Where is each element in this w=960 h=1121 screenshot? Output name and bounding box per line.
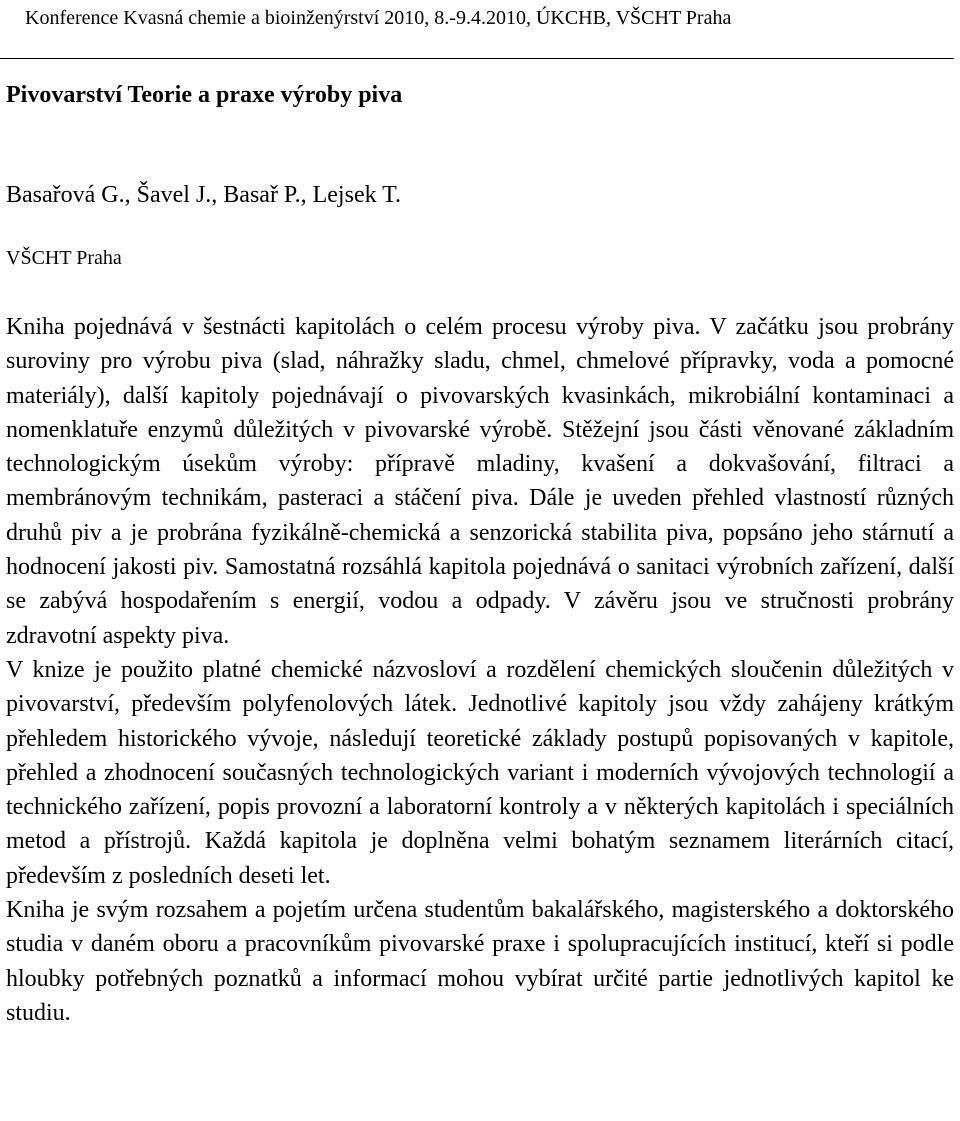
affiliation: VŠCHT Praha <box>6 247 122 269</box>
header-rule <box>0 58 954 59</box>
paragraph: Kniha je svým rozsahem a pojetím určena studentům bakalářského, magisterského a doktorského studia v daném oboru a pracovníkům pivovarské praxe i spolupracujících institucí, kteří si podle hloubky potřebných poznatků a informací mohou vybírat určité partie jednotlivých kapitol ke studiu. <box>6 897 954 1026</box>
paragraph: V knize je použito platné chemické názvosloví a rozdělení chemických sloučenin důležitých v pivovarství, především polyfenolových látek. Jednotlivé kapitoly jsou vždy zahájeny krátkým přehledem historického vývoje, následují teoretické základy postupů popisovaných v kapitole, přehled a zhodnocení současných technologických variant i moderních vývojových technologií a technického zařízení, popis provozní a laboratorní kontroly a v některých kapitolách i speciálních metod a přístrojů. Každá kapitola je doplněna velmi bohatým seznamem literárních citací, především z posledních deseti let. <box>6 656 954 889</box>
running-header: Konference Kvasná chemie a bioinženýrství 2010, 8.-9.4.2010, ÚKCHB, VŠCHT Praha <box>25 7 732 29</box>
document-title: Pivovarství Teorie a praxe výroby piva <box>6 82 403 108</box>
abstract-body <box>6 310 954 1030</box>
paragraph: Kniha pojednává v šestnácti kapitolách o celém procesu výroby piva. V začátku jsou probrány suroviny pro výrobu piva (slad, náhražky sladu, chmel, chmelové přípravky, voda a pomocné materiály), další kapitoly pojednávají o pivovarských kvasinkách, mikrobiální kontaminaci a nomenklatuře enzymů důležitých v pivovarské výrobě. Stěžejní jsou části věnované základním technologickým úsekům výroby: přípravě mladiny, kvašení a dokvašování, filtraci a membránovým technikám, pasteraci a stáčení piva. Dále je uveden přehled vlastností různých druhů piv a je probrána fyzikálně-chemická a senzorická stabilita piva, popsáno jeho stárnutí a hodnocení jakosti piv. Samostatná rozsáhlá kapitola pojednává o sanitaci výrobních zařízení, další se zabývá hospodařením s energií, vodou a odpady. V závěru jsou ve stručnosti probrány zdravotní aspekty piva. <box>6 314 954 649</box>
authors: Basařová G., Šavel J., Basař P., Lejsek T. <box>6 182 402 208</box>
